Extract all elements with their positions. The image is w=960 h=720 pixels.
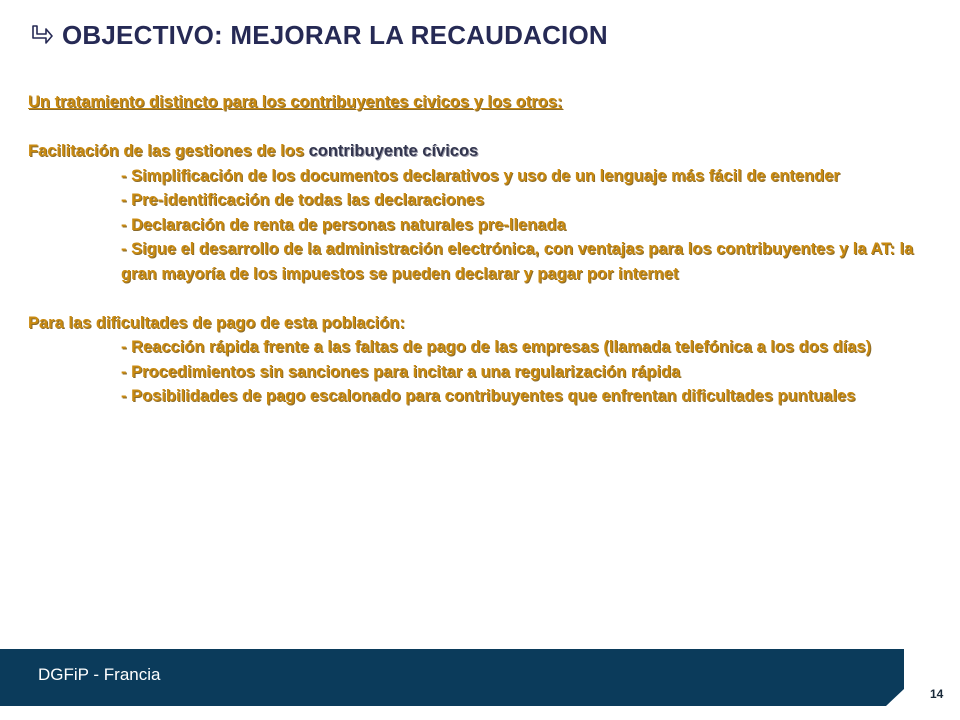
footer-notch [886, 689, 904, 706]
slide-title-text: OBJECTIVO: MEJORAR LA RECAUDACION [62, 20, 608, 50]
list-item: - Simplificación de los documentos declarativos y uso de un lenguaje más fácil de entender [121, 166, 840, 185]
section1-heading [28, 139, 928, 164]
list-item: - Pre-identificación de todas las declaraciones [121, 191, 485, 209]
list-item: - Declaración de renta de personas naturales pre-llenada [121, 215, 566, 234]
section2-heading: Para las dificultades de pago de esta población: [28, 313, 405, 332]
section1-heading-part1: Facilitación de las gestiones de los [28, 142, 309, 160]
subtitle: Un tratamiento distincto para los contribuyentes civicos y los otros: [28, 93, 563, 111]
slide-body [28, 90, 928, 409]
section1-heading-part2: contribuyente cívicos [308, 142, 479, 160]
list-item: - Procedimientos sin sanciones para incitar a una regularización rápida [121, 362, 681, 381]
page-number: 14 [930, 687, 944, 701]
footer-label: DGFiP - Francia [38, 665, 161, 684]
slide-title [28, 20, 608, 51]
list-item: - Reacción rápida frente a las faltas de pago de las empresas (llamada telefónica a los dos días) [121, 338, 872, 356]
right-arrow-icon [28, 23, 54, 49]
list-item: - Sigue el desarrollo de la administración electrónica, con ventajas para los contribuyentes y la AT: la gran mayoría de los impuestos se pueden declarar y pagar por internet [121, 240, 914, 283]
list-item: - Posibilidades de pago escalonado para contribuyentes que enfrentan dificultades puntuales [121, 387, 856, 405]
